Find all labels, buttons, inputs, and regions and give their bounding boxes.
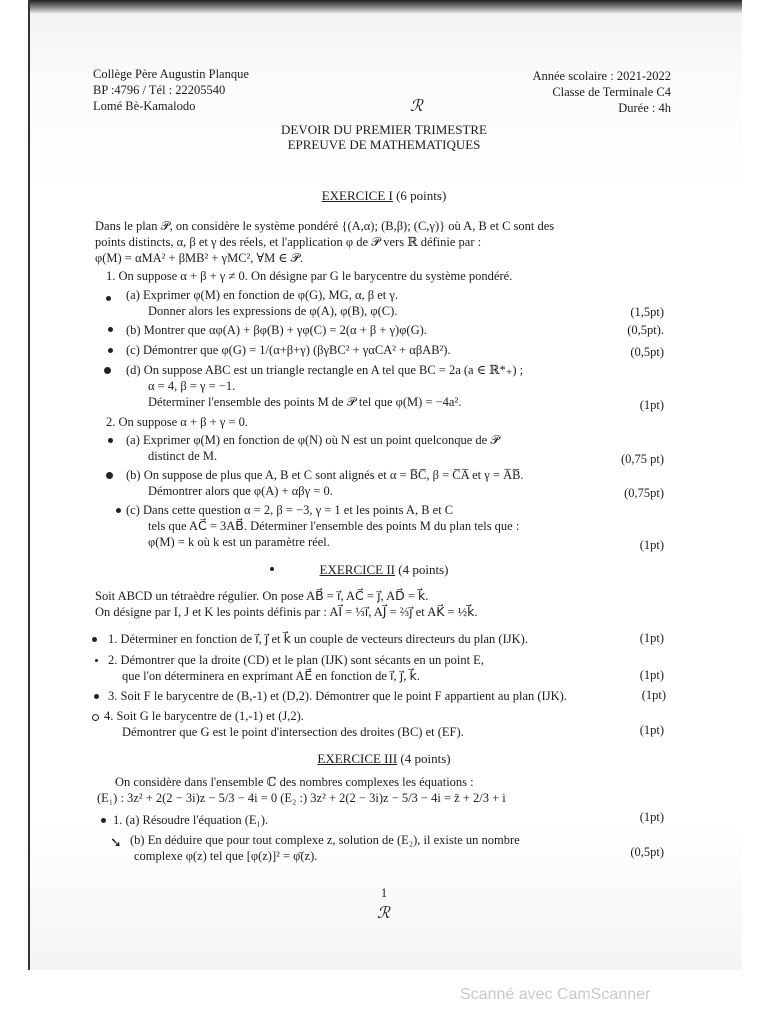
school-line: Lomé Bè-Kamalodo	[93, 99, 196, 113]
points-label: (1pt)	[639, 723, 664, 737]
points-label: (1pt)	[639, 538, 664, 552]
question-line: distinct de M.	[148, 449, 218, 463]
question-line: φ(M) = k où k est un paramètre réel.	[148, 535, 330, 549]
ex1-question-1b: (b) Montrer que αφ(A) + βφ(B) + γφ(C) = 2(α + β + γ)φ(G).	[126, 323, 427, 337]
ex2-question-2	[108, 652, 484, 684]
points-label: (1,5pt)	[630, 305, 664, 319]
question-line: (a) Exprimer φ(M) en fonction de φ(N) où N est un point quelconque de 𝒫	[126, 433, 500, 447]
ex2-question-4	[104, 708, 464, 740]
exercise-3-points: (4 points)	[400, 751, 451, 766]
intro-line: Soit ABCD un tétraèdre régulier. On pose AB⃗ = i⃗, AC⃗ = j⃗, AD⃗ = k⃗.	[95, 589, 429, 603]
question-line: (c) Dans cette question α = 2, β = −3, γ = 1 et les points A, B et C	[126, 503, 454, 517]
points-label: (1pt)	[639, 810, 664, 824]
exercise-1-title: EXERCICE I	[321, 188, 393, 203]
question-line: Démontrer alors que φ(A) + αβγ = 0.	[148, 484, 333, 498]
margin-dot	[95, 659, 98, 662]
points-label: (0,75 pt)	[620, 452, 664, 466]
exercise-1-heading	[0, 188, 768, 204]
question-line: Démontrer que G est le point d'intersection des droites (BC) et (EF).	[122, 725, 464, 739]
exercise-2-title: EXERCICE II	[319, 562, 395, 577]
intro-line: On considère dans l'ensemble ℂ des nombres complexes les équations :	[115, 775, 474, 789]
margin-arrow: ➘	[110, 836, 122, 851]
question-line: 2. Démontrer que la droite (CD) et le plan (IJK) sont sécants en un point E,	[108, 653, 484, 667]
signature-mark: ℛ	[377, 905, 390, 922]
question-line: Donner alors les expressions de φ(A), φ(B), φ(C).	[148, 304, 398, 318]
intro-line: Dans le plan 𝒫, on considère le système pondéré {(A,α); (B,β); (C,γ)} où A, B et C sont des	[95, 219, 555, 233]
question-line: Déterminer l'ensemble des points M de 𝒫 tel que φ(M) = −4a².	[148, 395, 462, 409]
ex2-question-3: 3. Soit F le barycentre de (B,-1) et (D,2). Démontrer que le point F appartient au plan (IJK).	[108, 689, 567, 703]
margin-dot	[108, 438, 113, 443]
question-line: α = 4, β = γ = −1.	[148, 379, 236, 393]
ex1-question-2c	[126, 502, 519, 550]
ex3-question-1b	[130, 832, 520, 864]
exercise-3-intro	[97, 774, 506, 806]
exam-info-block	[532, 68, 671, 116]
margin-dot	[92, 637, 97, 642]
margin-dot	[106, 296, 111, 301]
info-line: Année scolaire : 2021-2022	[532, 69, 671, 83]
margin-dot	[92, 714, 99, 721]
margin-dot	[108, 348, 113, 353]
margin-dot	[116, 508, 121, 513]
points-label: (0,5pt).	[627, 323, 664, 337]
question-line: que l'on déterminera en exprimant AE⃗ en fonction de i⃗, j⃗, k⃗.	[122, 669, 420, 683]
question-line: (d) On suppose ABC est un triangle rectangle en A tel que BC = 2a (a ∈ ℝ*₊) ;	[126, 363, 524, 377]
points-label: (1pt)	[639, 631, 664, 645]
margin-dot	[104, 367, 111, 374]
exercise-2-intro	[95, 588, 477, 620]
info-line: Classe de Terminale C4	[552, 85, 671, 99]
school-block	[93, 66, 249, 114]
intro-line: points distincts, α, β et γ des réels, et l'application φ de 𝒫 vers ℝ définie par :	[95, 235, 482, 249]
ex1-question-1d	[126, 362, 523, 410]
points-label: (0,75pt)	[624, 486, 664, 500]
exercise-2-points: (4 points)	[398, 562, 449, 577]
scan-edge	[30, 0, 742, 14]
margin-dot	[106, 472, 113, 479]
ex1-question-1c: (c) Démontrer que φ(G) = 1/(α+β+γ) (βγBC² + γαCA² + αβAB²).	[126, 343, 451, 357]
exercise-1-points: (6 points)	[396, 188, 447, 203]
school-line: Collège Père Augustin Planque	[93, 67, 249, 81]
points-label: (0,5pt)	[630, 345, 664, 359]
exercise-3-title: EXERCICE III	[317, 751, 398, 766]
exercise-1-intro	[95, 218, 554, 266]
ex1-question-2a	[126, 432, 499, 464]
margin-dot	[94, 694, 99, 699]
exam-subtitle: EPREUVE DE MATHEMATIQUES	[287, 137, 481, 152]
exercise-3-heading	[0, 751, 768, 767]
question-line: tels que AC⃗ = 3AB⃗. Déterminer l'ensemble des points M du plan tels que :	[148, 519, 520, 533]
question-line: (b) En déduire que pour tout complexe z, solution de (E₂), il existe un nombre	[130, 833, 520, 847]
scanner-watermark: Scanné avec CamScanner	[460, 986, 651, 1003]
question-line: (b) On suppose de plus que A, B et C sont alignés et α = B̅C̅, β = C̅A̅ et γ = A̅B̅.	[126, 468, 524, 482]
points-label: (1pt)	[639, 398, 664, 412]
points-label: (0,5pt)	[630, 845, 664, 859]
ex1-question-1: 1. On suppose α + β + γ ≠ 0. On désigne par G le barycentre du système pondéré.	[106, 269, 513, 283]
ex2-question-1: 1. Déterminer en fonction de i⃗, j⃗ et k⃗ un couple de vecteurs directeurs du plan (IJK).	[108, 632, 528, 646]
ex1-question-2: 2. On suppose α + β + γ = 0.	[106, 415, 249, 429]
exercise-2-heading	[0, 562, 768, 578]
school-line: BP :4796 / Tél : 22205540	[93, 83, 226, 97]
ex3-question-1a: 1. (a) Résoudre l'équation (E₁).	[113, 813, 269, 827]
signature-mark: ℛ	[410, 98, 423, 115]
ex1-question-1a	[126, 287, 398, 319]
points-label: (1pt)	[641, 688, 666, 702]
margin-dot	[101, 818, 106, 823]
intro-line: (E₁) : 3z² + 2(2 − 3i)z − 5/3 − 4i = 0 (E₂ :) 3z² + 2(2 − 3i)z − 5/3 − 4i = z̄ + 2/3 + i	[97, 791, 506, 805]
question-line: (a) Exprimer φ(M) en fonction de φ(G), MG, α, β et γ.	[126, 288, 399, 302]
points-label: (1pt)	[639, 668, 664, 682]
exam-title: DEVOIR DU PREMIER TRIMESTRE	[281, 122, 487, 137]
info-line: Durée : 4h	[618, 101, 671, 115]
intro-line: On désigne par I, J et K les points définis par : AI⃗ = ⅓i⃗, AJ⃗ = ⅔j⃗ et AK⃗ = ½k⃗.	[95, 605, 478, 619]
question-line: 4. Soit G le barycentre de (1,-1) et (J,2).	[104, 709, 304, 723]
page-number: 1	[380, 886, 388, 900]
margin-dot	[108, 327, 113, 332]
question-line: complexe φ(z) tel que [φ(z)]² = φ̄(z).	[134, 849, 318, 863]
intro-line: φ(M) = αMA² + βMB² + γMC², ∀M ∈ 𝒫.	[95, 251, 303, 265]
ex1-question-2b	[126, 467, 524, 499]
